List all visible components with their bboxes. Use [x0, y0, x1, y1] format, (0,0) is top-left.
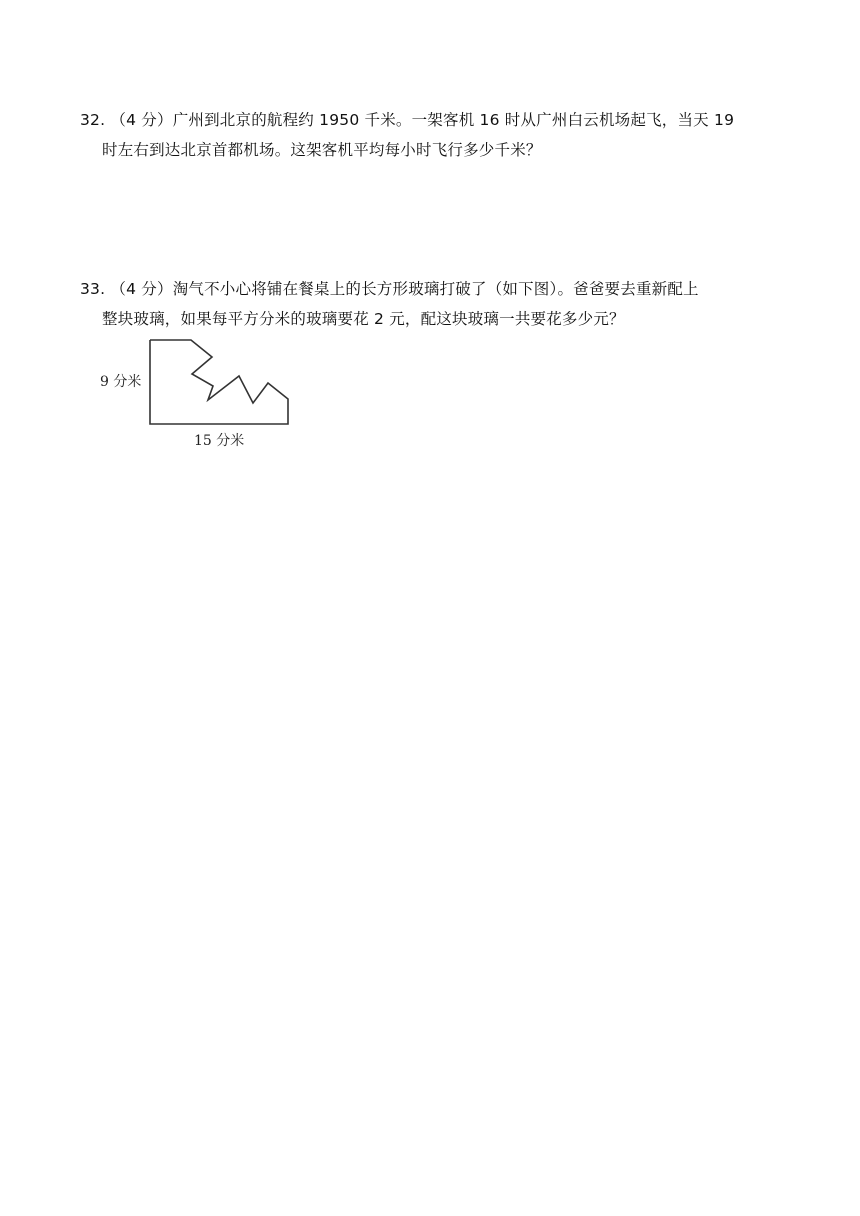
question-33 — [80, 274, 785, 334]
question-score: （4 分） — [110, 111, 173, 129]
width-dimension-label: 15 分米 — [194, 433, 245, 449]
question-text: 广州到北京的航程约 1950 千米。一架客机 16 时从广州白云机场起飞，当天 19 — [172, 111, 735, 129]
question-32-line-1 — [80, 105, 785, 135]
question-text: 淘气不小心将铺在餐桌上的长方形玻璃打破了（如下图）。爸爸要去重新配上 — [172, 280, 699, 298]
height-dimension-label: 9 分米 — [100, 374, 142, 390]
question-number: 32. — [80, 111, 106, 129]
broken-glass-figure — [100, 336, 290, 452]
question-33-line-1 — [80, 274, 785, 304]
question-32 — [80, 105, 785, 165]
question-33-line-2: 整块玻璃，如果每平方分米的玻璃要花 2 元，配这块玻璃一共要花多少元？ — [102, 310, 625, 328]
question-score: （4 分） — [110, 280, 173, 298]
question-number: 33. — [80, 280, 106, 298]
question-32-line-2: 时左右到达北京首都机场。这架客机平均每小时飞行多少千米？ — [102, 141, 542, 159]
